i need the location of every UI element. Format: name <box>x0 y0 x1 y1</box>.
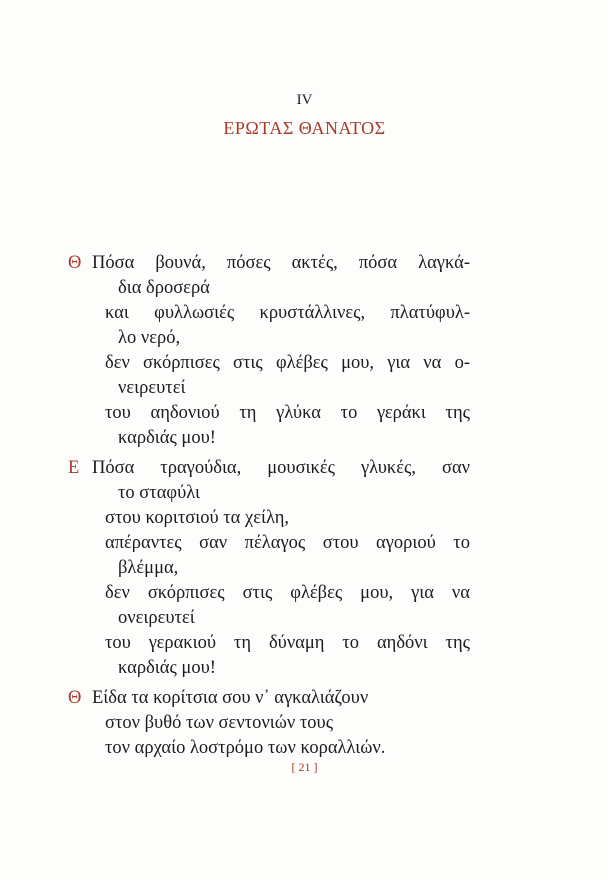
page-number: [ 21 ] <box>291 760 318 774</box>
verse-line: καρδιάς μου! <box>118 658 216 678</box>
verse-line: Πόσα βουνά, πόσες ακτές, πόσα λαγκά- <box>92 253 470 273</box>
section-number: IV <box>296 92 313 108</box>
verse-line: και φυλλωσιές κρυστάλλινες, πλατύφυλ- <box>105 303 470 323</box>
verse-line: το σταφύλι <box>118 483 200 503</box>
verse-line: του αηδονιού τη γλύκα το γεράκι της <box>105 403 470 423</box>
verse-line: Είδα τα κορίτσια σου ν᾽ αγκαλιάζουν <box>92 688 369 708</box>
verse-line: στον βυθό των σεντονιών τους <box>105 713 334 733</box>
verse-line: καρδιάς μου! <box>118 428 216 448</box>
verse-line: του γερακιού τη δύναμη το αηδόνι της <box>105 633 470 653</box>
verse-line: στου κοριτσιού τα χείλη, <box>105 508 290 528</box>
verse-line: τον αρχαίο λοστρόμο των κοραλλιών. <box>105 738 386 758</box>
stanza <box>0 251 609 451</box>
stanza <box>0 686 609 761</box>
verse-line: δια δροσερά <box>118 278 210 298</box>
stanza <box>0 456 609 681</box>
verse-line: νειρευτεί <box>118 378 186 398</box>
speaker-marker: Θ <box>68 688 82 708</box>
verse-line: απέραντες σαν πέλαγος στου αγοριού το <box>105 533 470 553</box>
verse-line: δεν σκόρπισες στις φλέβες μου, για να <box>105 583 470 603</box>
speaker-marker: Ε <box>68 458 80 478</box>
speaker-marker: Θ <box>68 253 82 273</box>
verse-line: βλέμμα, <box>118 558 179 578</box>
verse-line: Πόσα τραγούδια, μουσικές γλυκές, σαν <box>92 458 470 478</box>
poem-body <box>0 251 609 766</box>
verse-line: λο νερό, <box>118 328 181 348</box>
verse-line: ονειρευτεί <box>118 608 195 628</box>
verse-line: δεν σκόρπισες στις φλέβες μου, για να ο- <box>105 353 470 373</box>
poem-title: ΕΡΩΤΑΣ ΘΑΝΑΤΟΣ <box>223 118 386 138</box>
